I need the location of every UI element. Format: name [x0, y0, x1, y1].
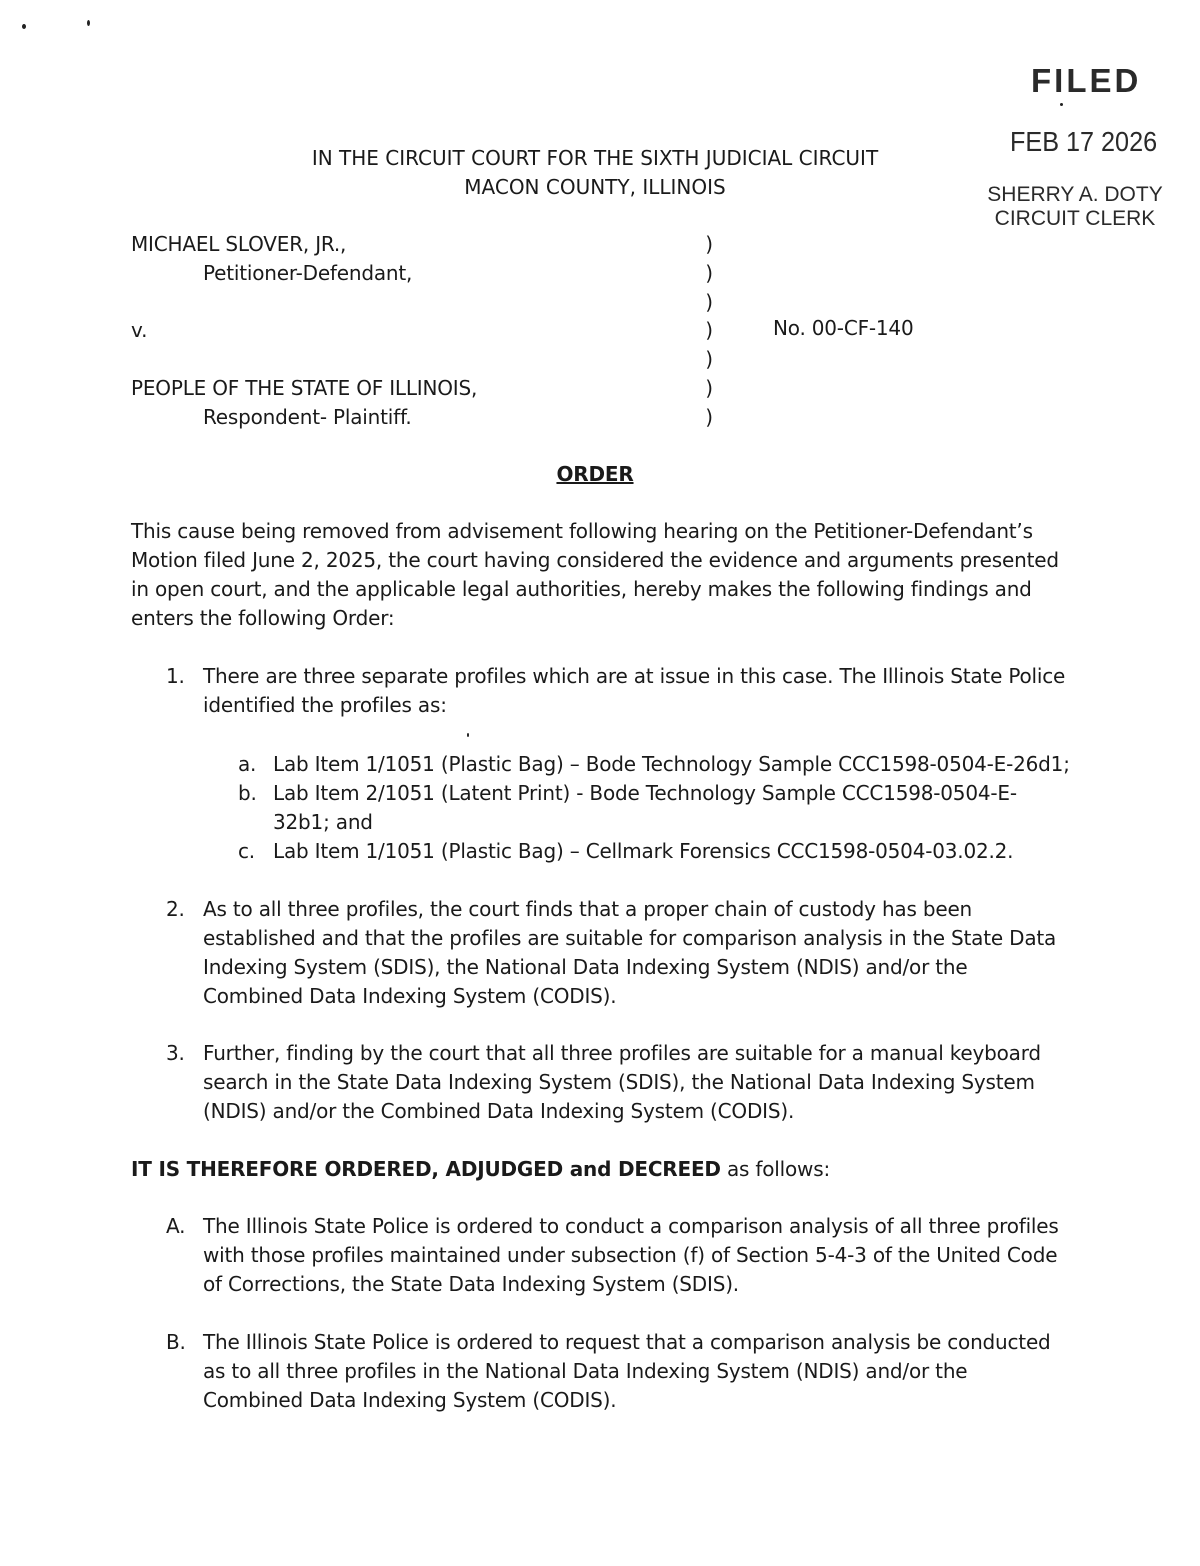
- respondent-role: Respondent- Plaintiff.: [203, 405, 412, 429]
- scan-speck: [87, 20, 90, 26]
- filed-stamp: FILED: [1031, 62, 1142, 99]
- finding-number: 2.: [166, 897, 185, 921]
- caption-paren: ): [705, 290, 713, 314]
- finding-number: 3.: [166, 1041, 185, 1065]
- clerk-name: SHERRY A. DOTY: [987, 183, 1163, 206]
- scan-speck: [22, 24, 26, 29]
- respondent-name: PEOPLE OF THE STATE OF ILLINOIS,: [131, 376, 478, 400]
- order-letter: A.: [166, 1214, 186, 1238]
- caption-paren: ): [705, 232, 713, 256]
- ordered-heading: [131, 1155, 1071, 1184]
- caption-paren: ): [705, 318, 713, 342]
- filed-date: FEB 17 2026: [1010, 126, 1158, 157]
- profile-letter: a.: [238, 752, 257, 776]
- order-title: ORDER: [556, 462, 634, 486]
- court-county: MACON COUNTY, ILLINOIS: [464, 175, 726, 199]
- finding-text: As to all three profiles, the court finds that a proper chain of custody has been established and that the profiles are suitable for comparison analysis in the State Data Indexing System (SDIS), the National Data Indexing System (NDIS) and/or the Combined Data Indexing System (CODIS).: [203, 897, 1057, 1008]
- court-heading: [200, 144, 990, 202]
- intro-paragraph: This cause being removed from advisement following hearing on the Petitioner-Defendant’s Motion filed June 2, 2025, the court having considered the evidence and arguments presented in open court, and the applicable legal authorities, hereby makes the following findings and enters the following Order:: [131, 519, 1059, 630]
- profile-letter: b.: [238, 781, 257, 805]
- finding-text: Further, finding by the court that all three profiles are suitable for a manual keyboard search in the State Data Indexing System (SDIS), the National Data Indexing System (NDIS) and/or the Combined Data Indexing System (CODIS).: [203, 1041, 1041, 1123]
- finding-number: 1.: [166, 664, 185, 688]
- clerk-title: CIRCUIT CLERK: [994, 207, 1156, 230]
- caption-paren: ): [705, 405, 713, 429]
- petitioner-role: Petitioner-Defendant,: [203, 261, 413, 285]
- versus: v.: [131, 318, 148, 342]
- scan-speck: [1060, 103, 1063, 106]
- profile-letter: c.: [238, 839, 255, 863]
- profile-text: Lab Item 2/1051 (Latent Print) - Bode Technology Sample CCC1598-0504-E-32b1; and: [273, 781, 1017, 834]
- clerk-block: [985, 183, 1165, 231]
- ordered-heading-rest: as follows:: [720, 1157, 830, 1181]
- profile-text: Lab Item 1/1051 (Plastic Bag) – Cellmark Forensics CCC1598-0504-03.02.2.: [273, 839, 1014, 863]
- profile-text: Lab Item 1/1051 (Plastic Bag) – Bode Technology Sample CCC1598-0504-E-26d1;: [273, 752, 1070, 776]
- scan-speck: [467, 733, 469, 737]
- court-name: IN THE CIRCUIT COURT FOR THE SIXTH JUDICIAL CIRCUIT: [311, 146, 879, 170]
- case-number: No. 00-CF-140: [773, 316, 914, 340]
- petitioner-name: MICHAEL SLOVER, JR.,: [131, 232, 347, 256]
- order-letter: B.: [166, 1330, 186, 1354]
- finding-text: There are three separate profiles which are at issue in this case. The Illinois State Police identified the profiles as:: [203, 664, 1066, 717]
- order-text: The Illinois State Police is ordered to conduct a comparison analysis of all three profiles with those profiles maintained under subsection (f) of Section 5-4-3 of the United Code of Corrections, the State Data Indexing System (SDIS).: [203, 1214, 1059, 1296]
- ordered-heading-bold: IT IS THEREFORE ORDERED, ADJUDGED and DECREED: [131, 1157, 721, 1181]
- order-text: The Illinois State Police is ordered to request that a comparison analysis be conducted as to all three profiles in the National Data Indexing System (NDIS) and/or the Combined Data Indexing System (CODIS).: [203, 1330, 1051, 1412]
- caption-paren: ): [705, 261, 713, 285]
- caption-paren: ): [705, 376, 713, 400]
- caption-paren: ): [705, 347, 713, 371]
